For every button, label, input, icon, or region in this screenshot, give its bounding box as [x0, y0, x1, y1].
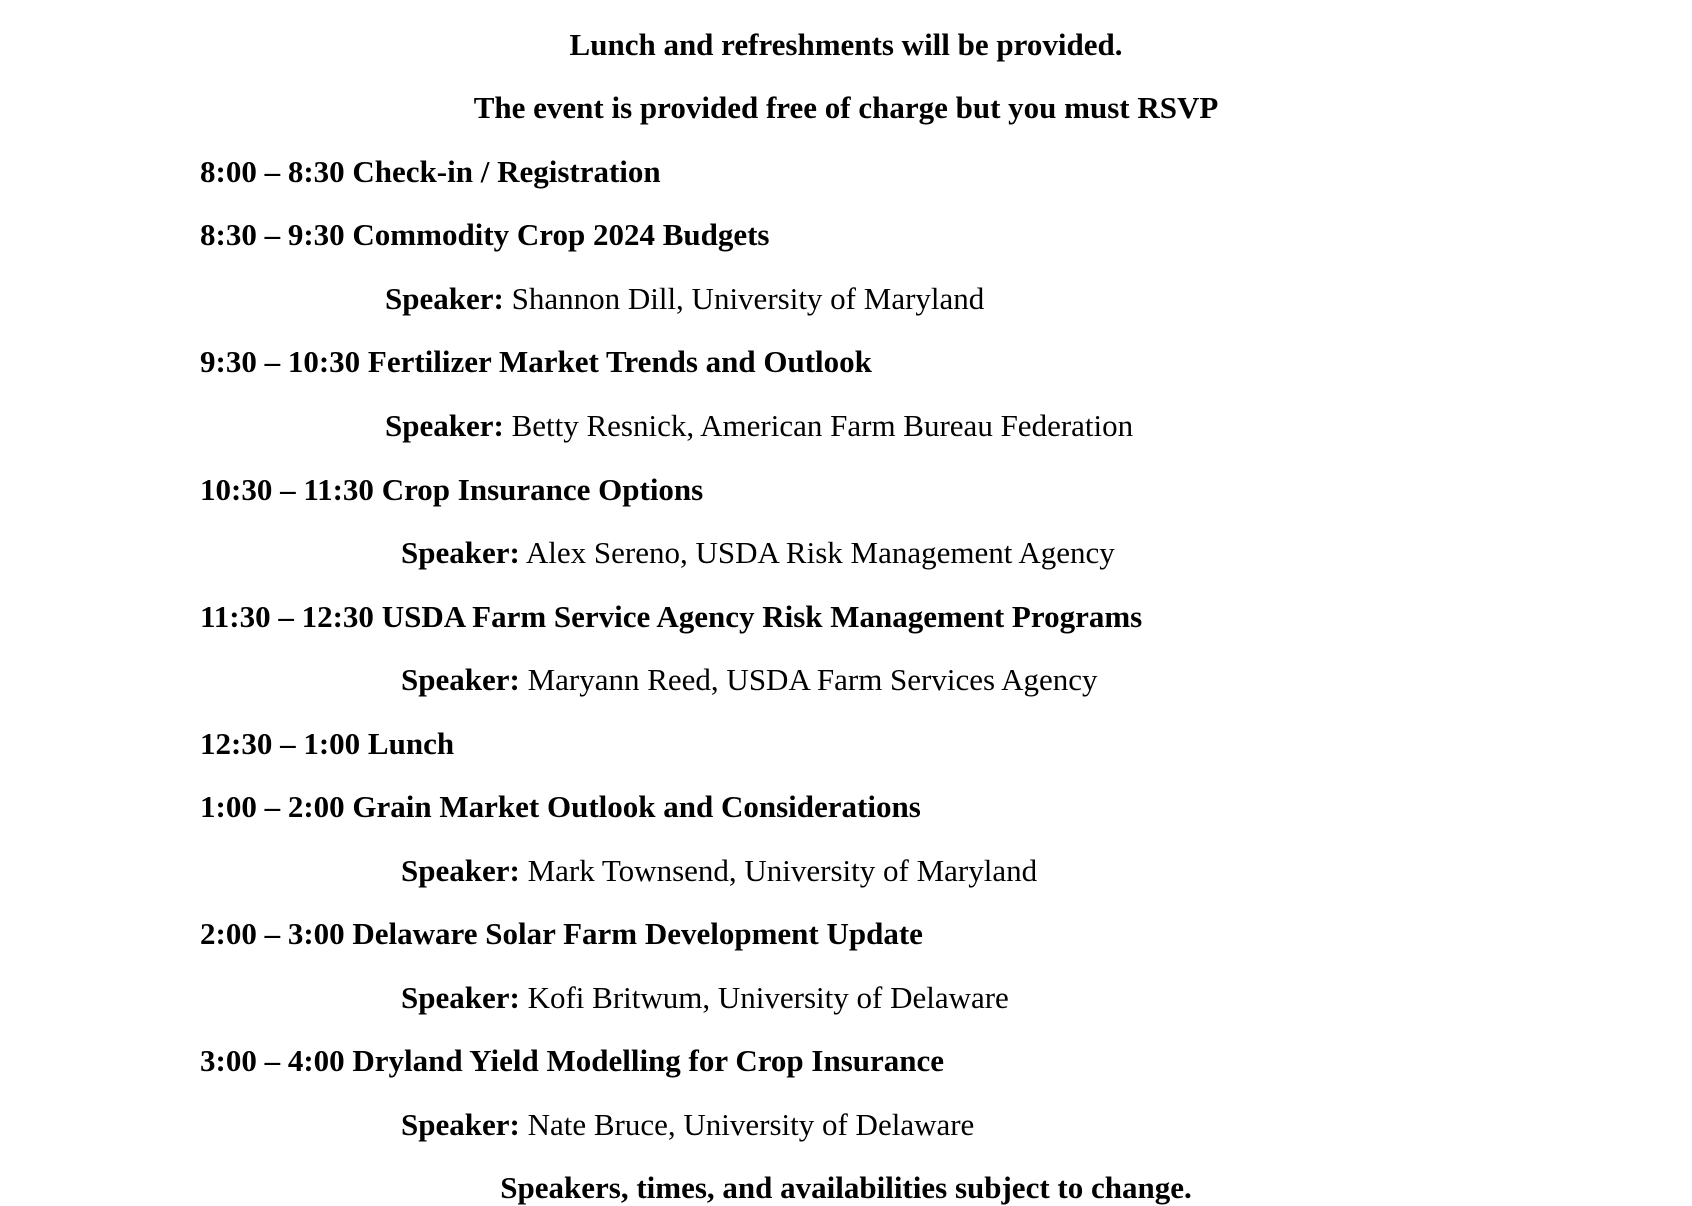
- schedule-item-dryland: [200, 1043, 944, 1079]
- speaker-label: Speaker:: [385, 281, 504, 316]
- speaker-name: Shannon Dill, University of Maryland: [511, 281, 985, 316]
- speaker-line-fertilizer: [385, 408, 1133, 444]
- session-time: 9:30 – 10:30: [200, 344, 361, 379]
- speaker-line-fsa: [401, 662, 1098, 698]
- session-time: 1:00 – 2:00: [200, 789, 345, 824]
- schedule-change-note: Speakers, times, and availabilities subject to change.: [500, 1170, 1192, 1205]
- speaker-line-insurance: [401, 535, 1115, 571]
- session-time: 12:30 – 1:00: [200, 726, 361, 761]
- speaker-name: Nate Bruce, University of Delaware: [527, 1107, 975, 1142]
- schedule-item-checkin: [200, 154, 661, 190]
- session-title: Lunch: [367, 726, 455, 761]
- session-title: Delaware Solar Farm Development Update: [352, 916, 923, 951]
- session-time: 2:00 – 3:00: [200, 916, 345, 951]
- session-time: 3:00 – 4:00: [200, 1043, 345, 1078]
- session-title: Fertilizer Market Trends and Outlook: [367, 344, 872, 379]
- schedule-item-budgets: [200, 217, 770, 253]
- schedule-item-fsa: [200, 599, 1142, 635]
- schedule-item-grain: [200, 789, 921, 825]
- lunch-notice: Lunch and refreshments will be provided.: [569, 27, 1123, 62]
- session-time: 8:30 – 9:30: [200, 217, 345, 252]
- session-time: 8:00 – 8:30: [200, 154, 345, 189]
- speaker-line-budgets: [385, 281, 984, 317]
- speaker-label: Speaker:: [401, 853, 520, 888]
- rsvp-notice: The event is provided free of charge but you must RSVP: [473, 90, 1219, 125]
- speaker-line-solar: [401, 980, 1009, 1016]
- speaker-line-dryland: [401, 1107, 974, 1143]
- session-title: Grain Market Outlook and Considerations: [352, 789, 921, 824]
- speaker-label: Speaker:: [401, 980, 520, 1015]
- schedule-item-solar: [200, 916, 923, 952]
- session-title: Check-in / Registration: [352, 154, 661, 189]
- speaker-label: Speaker:: [401, 535, 520, 570]
- speaker-label: Speaker:: [401, 662, 520, 697]
- schedule-item-fertilizer: [200, 344, 872, 380]
- speaker-name: Maryann Reed, USDA Farm Services Agency: [527, 662, 1098, 697]
- session-time: 11:30 – 12:30: [200, 599, 374, 634]
- schedule-item-lunch: [200, 726, 454, 762]
- session-time: 10:30 – 11:30: [200, 472, 374, 507]
- speaker-name: Alex Sereno, USDA Risk Management Agency: [525, 535, 1115, 570]
- session-title: Dryland Yield Modelling for Crop Insurance: [352, 1043, 945, 1078]
- speaker-label: Speaker:: [385, 408, 504, 443]
- session-title: USDA Farm Service Agency Risk Management Programs: [381, 599, 1143, 634]
- speaker-label: Speaker:: [401, 1107, 520, 1142]
- session-title: Commodity Crop 2024 Budgets: [352, 217, 770, 252]
- schedule-item-insurance: [200, 472, 703, 508]
- speaker-name: Kofi Britwum, University of Delaware: [527, 980, 1009, 1015]
- session-title: Crop Insurance Options: [381, 472, 704, 507]
- speaker-line-grain: [401, 853, 1037, 889]
- speaker-name: Mark Townsend, University of Maryland: [527, 853, 1038, 888]
- speaker-name: Betty Resnick, American Farm Bureau Federation: [511, 408, 1134, 443]
